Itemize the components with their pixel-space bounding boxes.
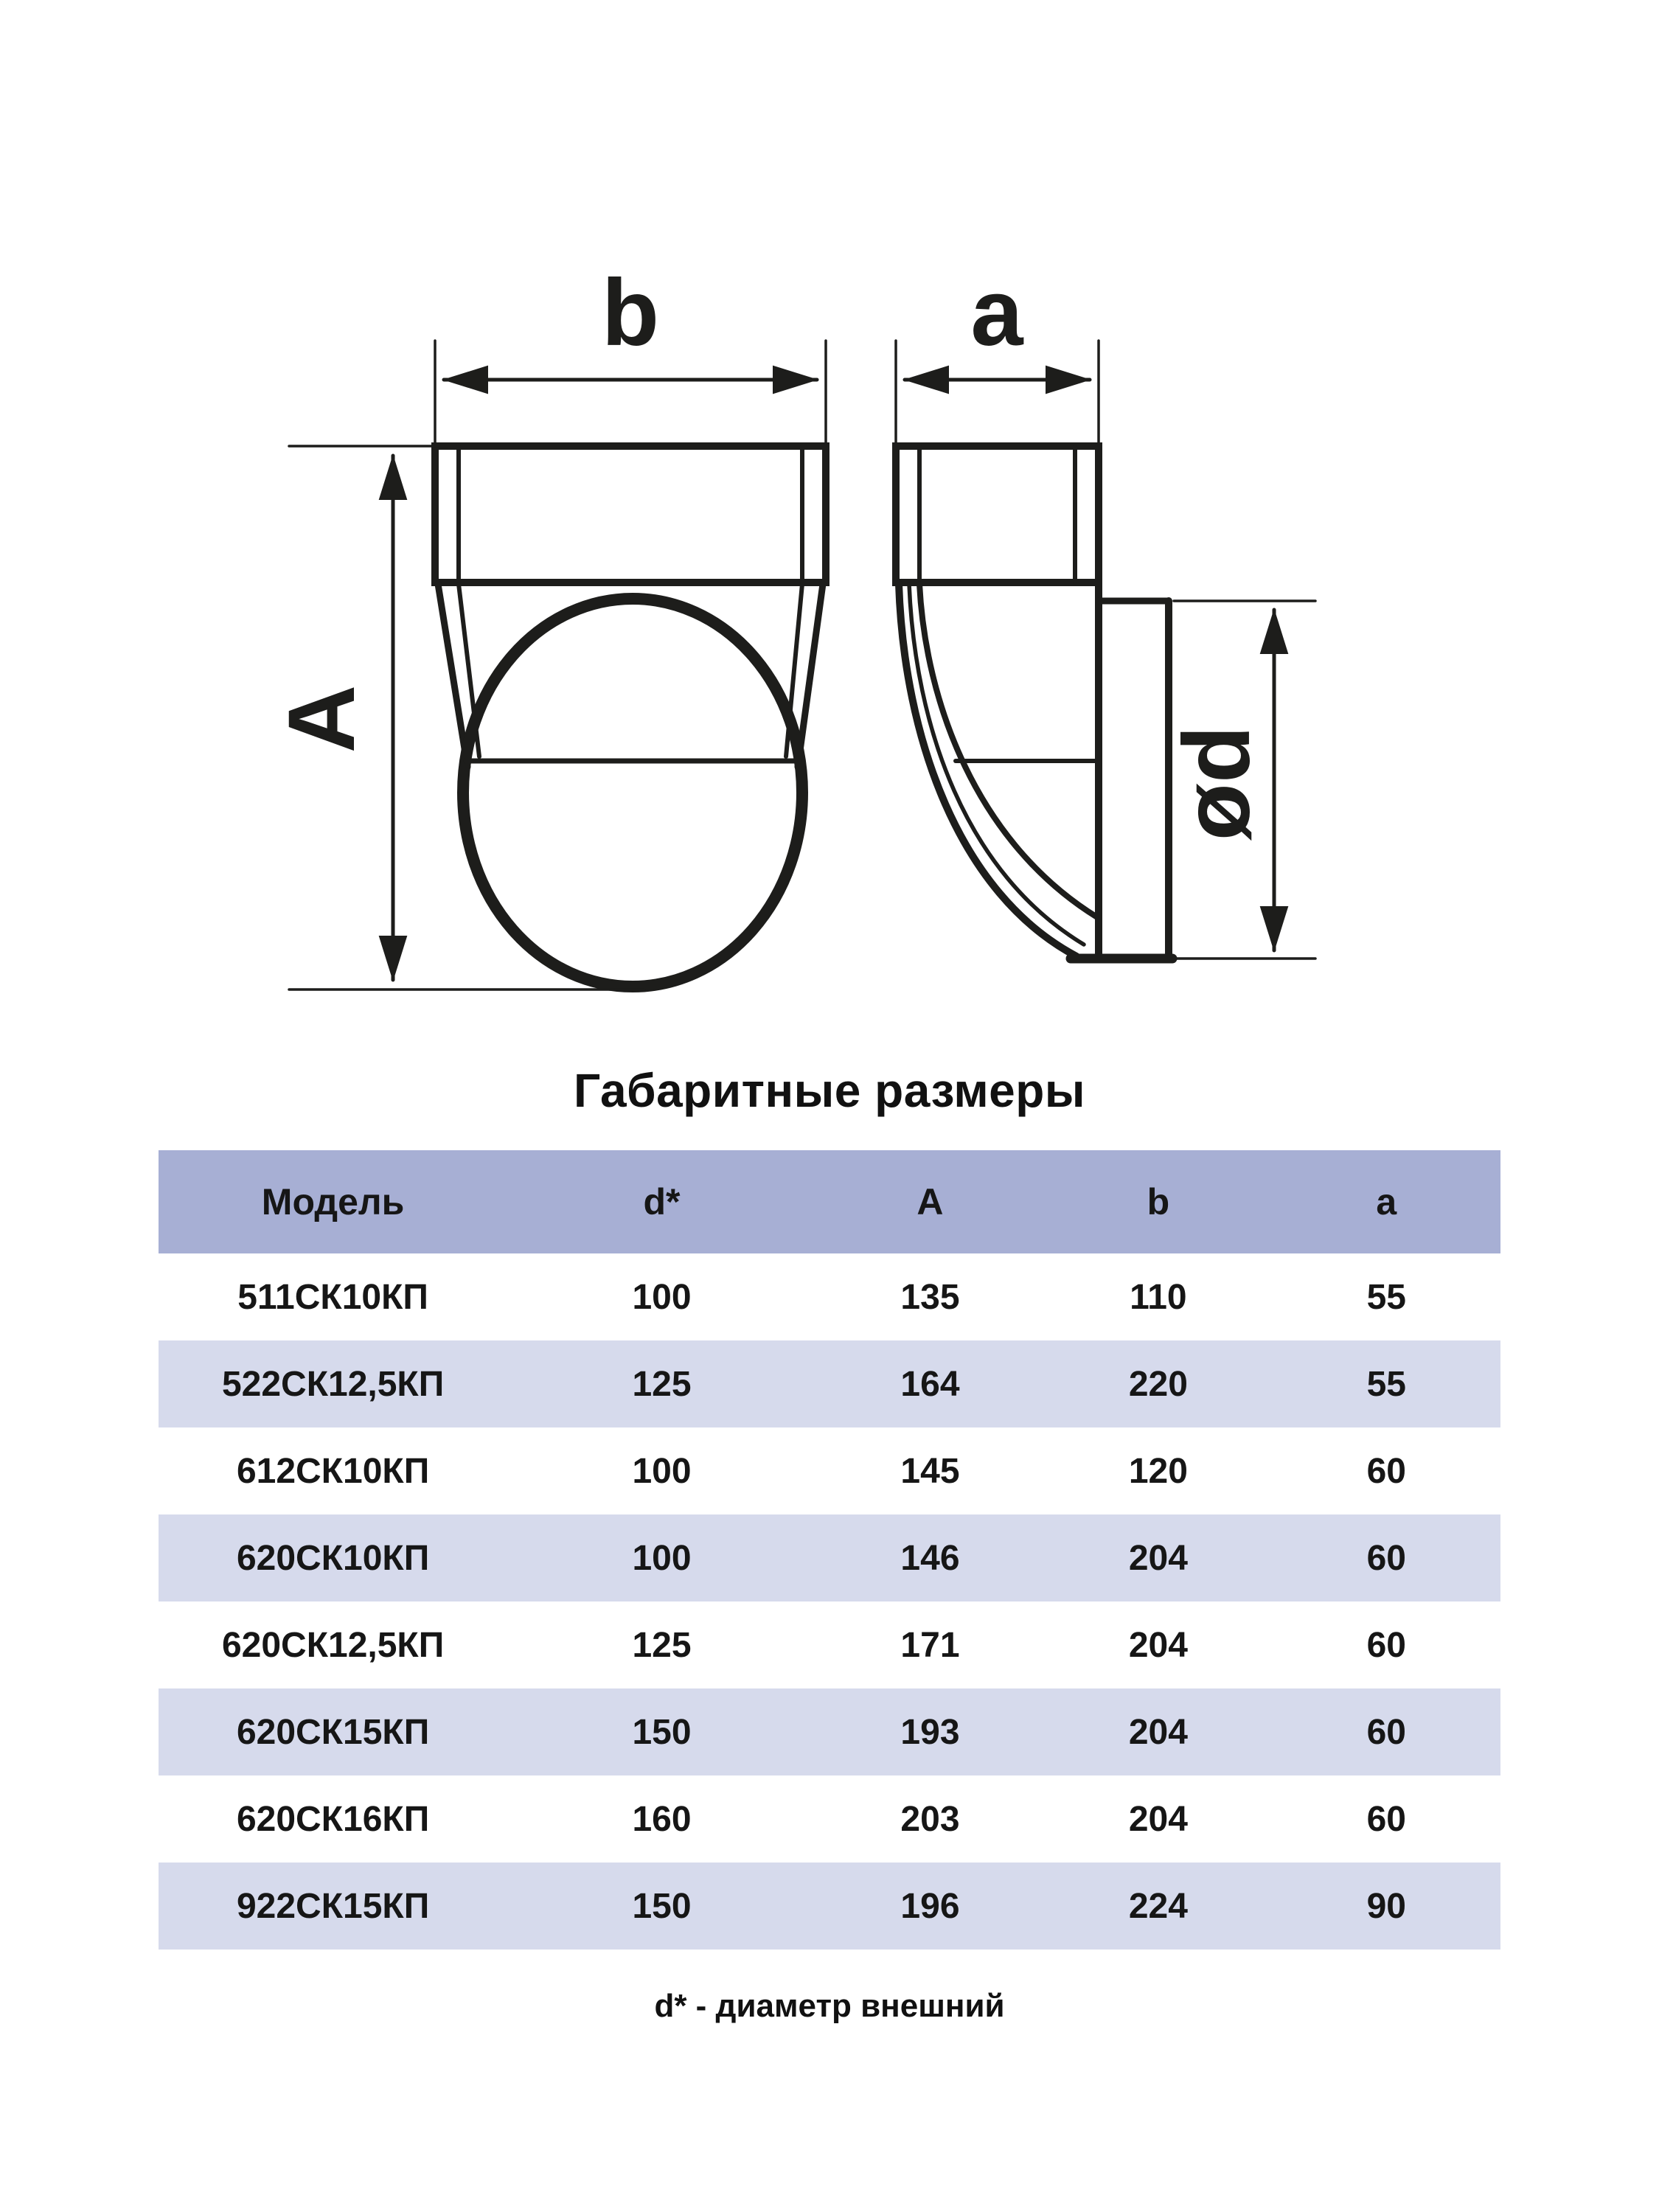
dim-label-A: A [269,684,375,754]
value-cell: 120 [1128,1451,1188,1491]
side-view [896,446,1172,959]
value-cell: 204 [1128,1538,1188,1578]
model-cell: 612СК10КП [236,1451,430,1491]
dimensions-table [159,1150,1500,1950]
model-cell: 511СК10КП [237,1277,428,1317]
value-cell: 164 [900,1364,960,1404]
value-cell: 60 [1366,1625,1406,1665]
model-cell: 620СК10КП [236,1538,430,1578]
value-cell: 55 [1366,1364,1406,1404]
side-socket [896,446,1099,582]
value-cell: 60 [1366,1712,1406,1752]
front-socket [435,446,826,582]
value-cell: 100 [632,1538,692,1578]
model-cell: 620СК16КП [236,1799,430,1839]
value-cell: 60 [1366,1799,1406,1839]
table-row [159,1340,1500,1427]
model-cell: 620СК15КП [236,1712,430,1752]
dimension-a [896,260,1099,442]
header-cell-3: b [1147,1181,1170,1222]
value-cell: 196 [900,1886,960,1926]
value-cell: 110 [1130,1277,1187,1317]
value-cell: 146 [900,1538,960,1578]
table-row [159,1427,1500,1514]
value-cell: 204 [1128,1799,1188,1839]
value-cell: 100 [632,1277,692,1317]
value-cell: 125 [632,1364,692,1404]
header-cell-2: A [917,1181,944,1222]
header-cell-4: a [1376,1181,1397,1222]
table-row [159,1688,1500,1775]
front-view [435,446,826,987]
dim-label-a: a [970,260,1023,366]
value-cell: 171 [900,1625,960,1665]
value-cell: 203 [900,1799,960,1839]
value-cell: 160 [632,1799,692,1839]
model-cell: 922СК15КП [236,1886,430,1926]
table-row [159,1514,1500,1601]
value-cell: 204 [1128,1625,1188,1665]
value-cell: 220 [1128,1364,1188,1404]
header-cell-1: d* [643,1181,681,1222]
table-row [159,1863,1500,1950]
value-cell: 150 [632,1886,692,1926]
dim-label-diameter: ød [1164,725,1270,841]
value-cell: 224 [1128,1886,1188,1926]
model-cell: 620СК12,5КП [221,1625,445,1665]
table-row [159,1601,1500,1688]
value-cell: 100 [632,1451,692,1491]
dimension-diagram [0,0,1659,1032]
header-cell-0: Модель [261,1181,405,1222]
round-outlet-face [463,599,802,987]
dimension-diameter [1164,601,1315,959]
value-cell: 60 [1366,1451,1406,1491]
value-cell: 135 [900,1277,960,1317]
value-cell: 204 [1128,1712,1188,1752]
section-title: Габаритные размеры [574,1064,1085,1117]
value-cell: 145 [900,1451,960,1491]
value-cell: 60 [1366,1538,1406,1578]
dim-label-b: b [601,260,660,366]
table-header-row [159,1150,1500,1253]
value-cell: 125 [632,1625,692,1665]
value-cell: 150 [632,1712,692,1752]
footnote: d* - диаметр внешний [654,1988,1005,2024]
value-cell: 90 [1366,1886,1406,1926]
table-body [159,1253,1500,1950]
table-row [159,1775,1500,1863]
model-cell: 522СК12,5КП [221,1364,445,1404]
value-cell: 193 [900,1712,960,1752]
table-row [159,1253,1500,1340]
value-cell: 55 [1366,1277,1406,1317]
dimension-b [435,260,826,442]
